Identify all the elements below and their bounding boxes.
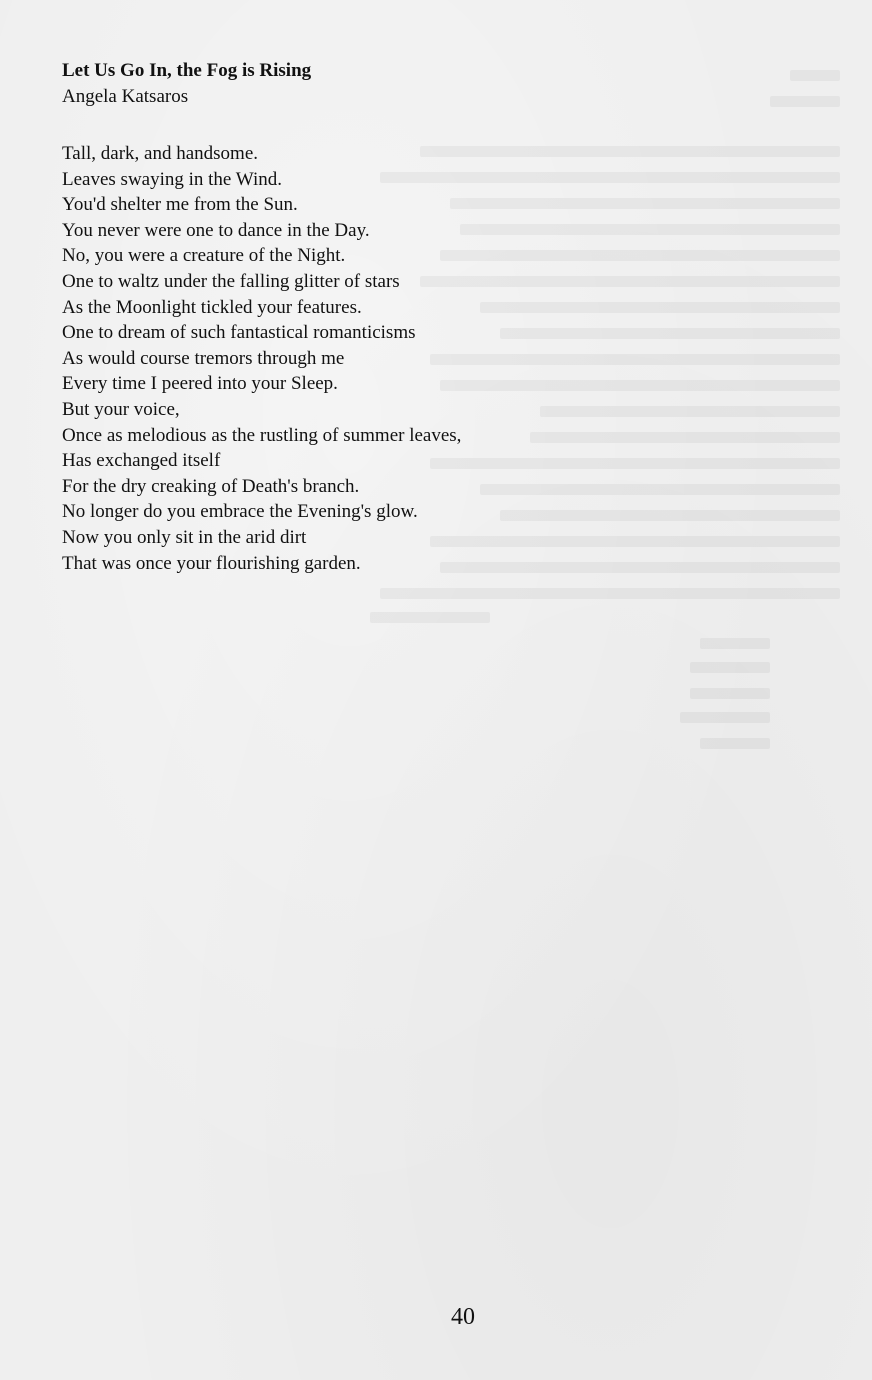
poem-body (62, 141, 822, 576)
poem-line: Tall, dark, and handsome. (62, 143, 259, 164)
poem-line: Has exchanged itself (62, 450, 221, 472)
poem-line: Leaves swaying in the Wind. (62, 168, 282, 190)
poem (62, 58, 822, 576)
poem-line: One to dream of such fantastical romanticisms (62, 322, 416, 344)
page-number: 40 (451, 1304, 475, 1330)
poem-line: But your voice, (62, 398, 180, 420)
poem-line: No longer do you embrace the Evening's glow. (62, 501, 418, 523)
poem-line: One to waltz under the falling glitter of stars (62, 270, 400, 292)
poem-line: Every time I peered into your Sleep. (62, 373, 338, 395)
poem-line: As the Moonlight tickled your features. (62, 296, 362, 318)
poem-author: Angela Katsaros (62, 86, 189, 107)
poem-line: As would course tremors through me (62, 347, 345, 369)
poem-line: You never were one to dance in the Day. (62, 219, 370, 241)
poem-title: Let Us Go In, the Fog is Rising (62, 60, 312, 81)
poem-line: Now you only sit in the arid dirt (62, 526, 307, 548)
poem-line: Once as melodious as the rustling of summer leaves, (62, 424, 462, 446)
poem-line: That was once your flourishing garden. (62, 552, 361, 574)
poem-line: No, you were a creature of the Night. (62, 245, 346, 267)
poem-line: You'd shelter me from the Sun. (62, 194, 298, 216)
poem-line: For the dry creaking of Death's branch. (62, 475, 360, 497)
